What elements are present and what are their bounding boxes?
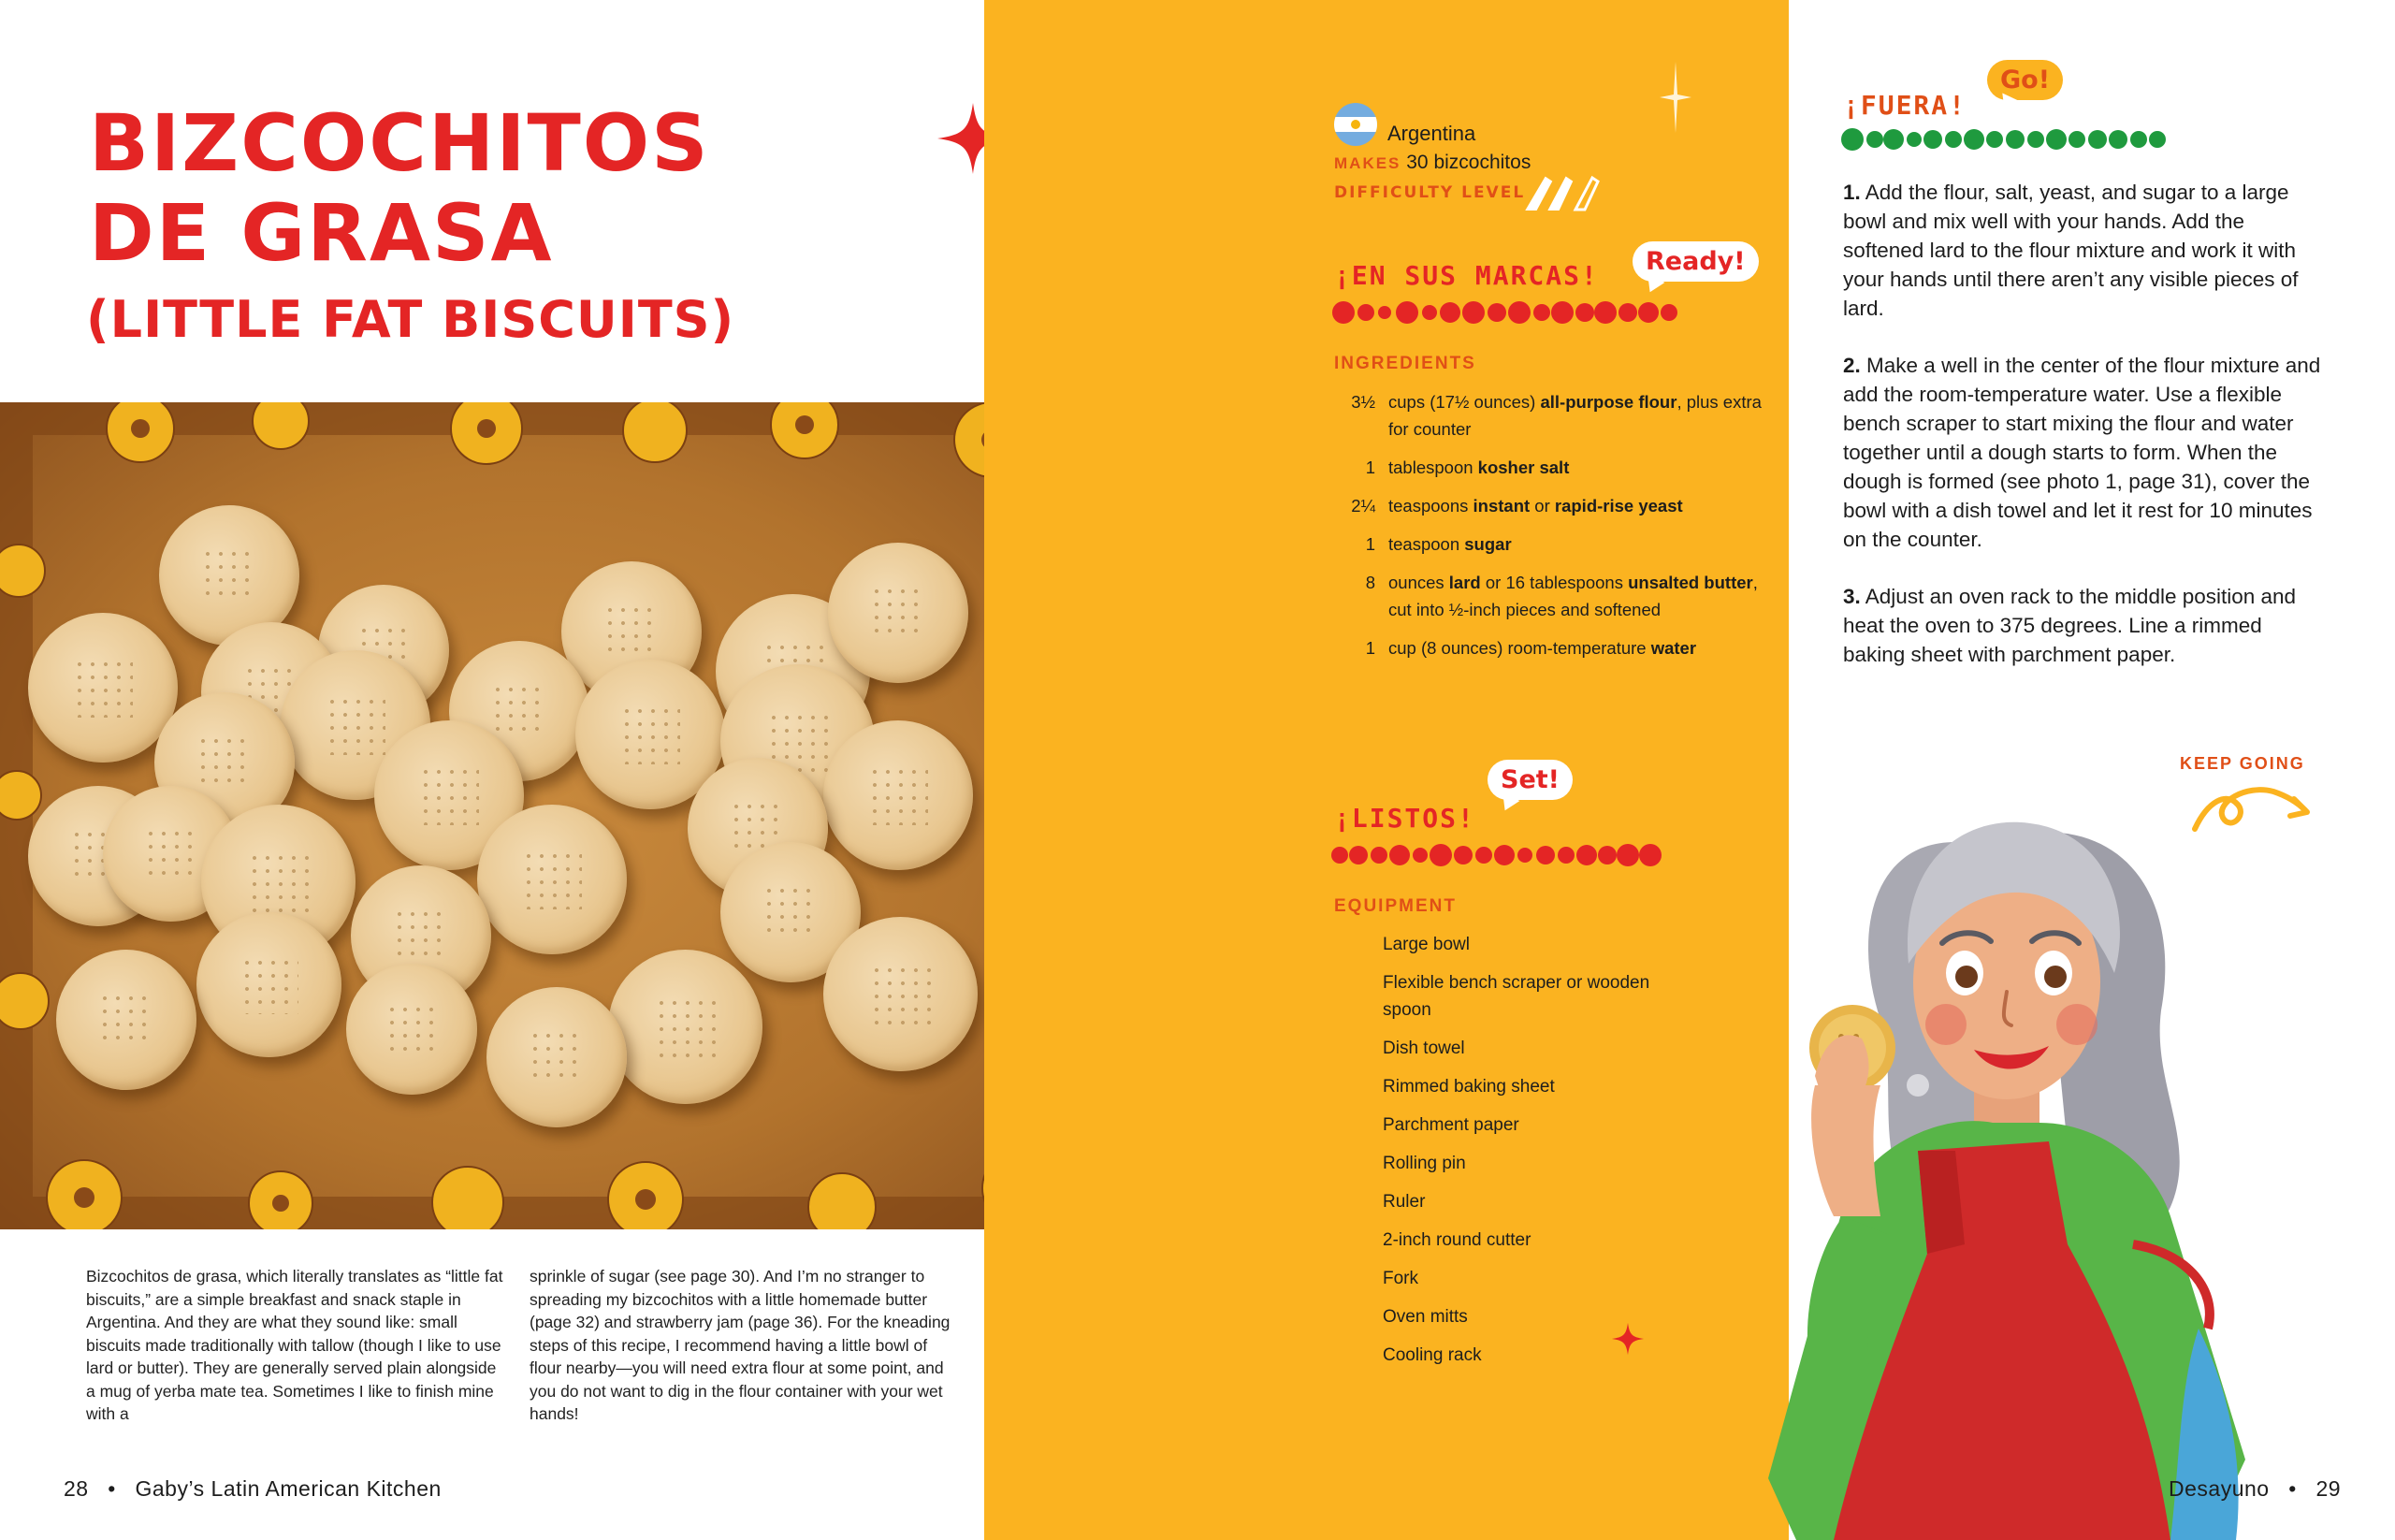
step-number: 3. [1843,585,1861,608]
biscuit [823,917,978,1071]
biscuit [486,987,627,1127]
method-step [1843,178,2330,323]
difficulty-label: DIFFICULTY LEVEL [1334,183,1526,202]
ingredient-text: cup (8 ounces) room-temperature water [1388,638,1697,658]
equipment-heading: EQUIPMENT [1334,896,1457,916]
equipment-item: Large bowl [1383,935,1470,954]
biscuits-photo [0,402,1064,1229]
ingredient-item [1332,634,1763,661]
ingredient-quantity: 2¼ [1351,496,1375,516]
biscuit [56,950,196,1090]
makes-label: MAKES [1334,154,1401,172]
biscuit [828,543,968,683]
ingredient-quantity: 1 [1365,458,1375,477]
ingredient-item [1332,530,1763,558]
sparkle-white-icon [1660,62,1691,133]
step-text: Add the flour, salt, yeast, and sugar to a large bowl and mix well with your hands. Add the softened lard to the flour mixture and work it with your hands until there aren’t any visible pieces of lard. [1843,181,2299,320]
ready-bubble: Ready! [1633,241,1759,282]
step-number: 2. [1843,354,1861,377]
argentina-flag-icon [1332,101,1379,148]
keep-going-label: KEEP GOING [2180,754,2305,773]
page-number-right: 29 [2315,1476,2342,1501]
set-bubble: Set! [1488,760,1573,800]
marcas-dot-row [1328,296,1684,329]
difficulty-knife-icon [1523,172,1613,213]
intro-column-2: sprinkle of sugar (see page 30). And I’m no stranger to spreading my bizcochitos with a little homemade butter (page 32) and strawberry jam (page 36). For the kneading steps of this recipe, I recommend having a little bowl of flour nearby—you will need extra flour at some point, and you do not want to dig in the flour container with your wet hands! [530,1267,951,1423]
ingredient-quantity: 3½ [1351,392,1375,412]
marcas-heading: ¡EN SUS MARCAS! [1334,260,1599,291]
equipment-item: 2-inch round cutter [1383,1230,1531,1250]
footer-right [2169,1476,2341,1502]
equipment-item: Oven mitts [1383,1307,1468,1327]
ingredients-list [1332,388,1763,673]
ingredient-text: tablespoon kosher salt [1388,458,1570,477]
method-steps [1843,178,2330,697]
sparkle-star-small-icon [1611,1322,1645,1356]
ingredient-item [1332,492,1763,519]
recipe-subtitle: (LITTLE FAT BISCUITS) [86,290,735,349]
equipment-list [1383,931,1691,1380]
ingredient-item [1332,388,1763,443]
book-title: Gaby’s Latin American Kitchen [135,1476,442,1501]
step-text: Make a well in the center of the flour mixture and add the room-temperature water. Use a flexible bench scraper to start mixing the flour and water together until a dough starts to form. When the dough is formed (see photo 1, page 31), cover the bowl with a dish towel and let it rest for 10 minutes on the counter. [1843,354,2321,551]
ingredient-text: cups (17½ ounces) all-purpose flour, plus extra for counter [1388,392,1762,439]
grandmother-illustration [1759,805,2342,1540]
biscuit [28,613,178,763]
fuera-dot-row [1839,123,2195,155]
fuera-heading: ¡FUERA! [1843,90,1967,121]
equipment-item: Ruler [1383,1192,1426,1212]
method-step [1843,351,2330,554]
difficulty [1334,183,1525,202]
title-line-2: DE GRASA [89,187,554,279]
step-number: 1. [1843,181,1861,204]
ingredients-heading: INGREDIENTS [1334,354,1476,373]
ingredient-text: teaspoon sugar [1388,534,1512,554]
equipment-item: Flexible bench scraper or wooden spoon [1383,973,1650,1020]
recipe-title [89,98,710,278]
ingredient-quantity: 8 [1365,573,1375,592]
footer-bullet: • [2288,1476,2297,1501]
ingredient-text: ounces lard or 16 tablespoons unsalted butter, cut into ½-inch pieces and softened [1388,573,1758,619]
footer-bullet: • [108,1476,116,1501]
equipment-item: Dish towel [1383,1039,1465,1058]
listos-dot-row [1328,838,1684,872]
equipment-item: Fork [1383,1269,1418,1288]
section-title: Desayuno [2169,1476,2270,1501]
equipment-item: Rimmed baking sheet [1383,1077,1555,1097]
go-bubble: Go! [1987,60,2063,100]
equipment-item: Cooling rack [1383,1345,1482,1365]
ingredient-quantity: 1 [1365,638,1375,658]
method-step [1843,582,2330,669]
equipment-item: Parchment paper [1383,1115,1519,1135]
biscuit [477,805,627,954]
listos-heading: ¡LISTOS! [1334,803,1475,834]
ingredient-quantity: 1 [1365,534,1375,554]
country-label: Argentina [1387,122,1476,145]
ingredient-item [1332,454,1763,481]
biscuit [608,950,762,1104]
yield [1334,152,1531,174]
biscuit [823,720,973,870]
ingredient-item [1332,569,1763,623]
page-number-left: 28 [64,1476,89,1501]
step-text: Adjust an oven rack to the middle position and heat the oven to 375 degrees. Line a rimmed baking sheet with parchment paper. [1843,585,2297,666]
biscuit [196,912,341,1057]
equipment-item: Rolling pin [1383,1154,1466,1173]
biscuit [346,964,477,1095]
intro-column-1: Bizcochitos de grasa, which literally translates as “little fat biscuits,” are a simple breakfast and snack staple in Argentina. And they are what they sound like: small biscuits made traditionally with tallow (though I like to use lard or butter). They are generally served plain alongside a mug of yerba mate tea. Sometimes I like to finish mine with a [86,1267,503,1423]
footer-left [64,1476,442,1502]
title-line-1: BIZCOCHITOS [89,97,710,189]
ingredient-text: teaspoons instant or rapid-rise yeast [1388,496,1683,516]
makes-value: 30 bizcochitos [1406,152,1531,173]
